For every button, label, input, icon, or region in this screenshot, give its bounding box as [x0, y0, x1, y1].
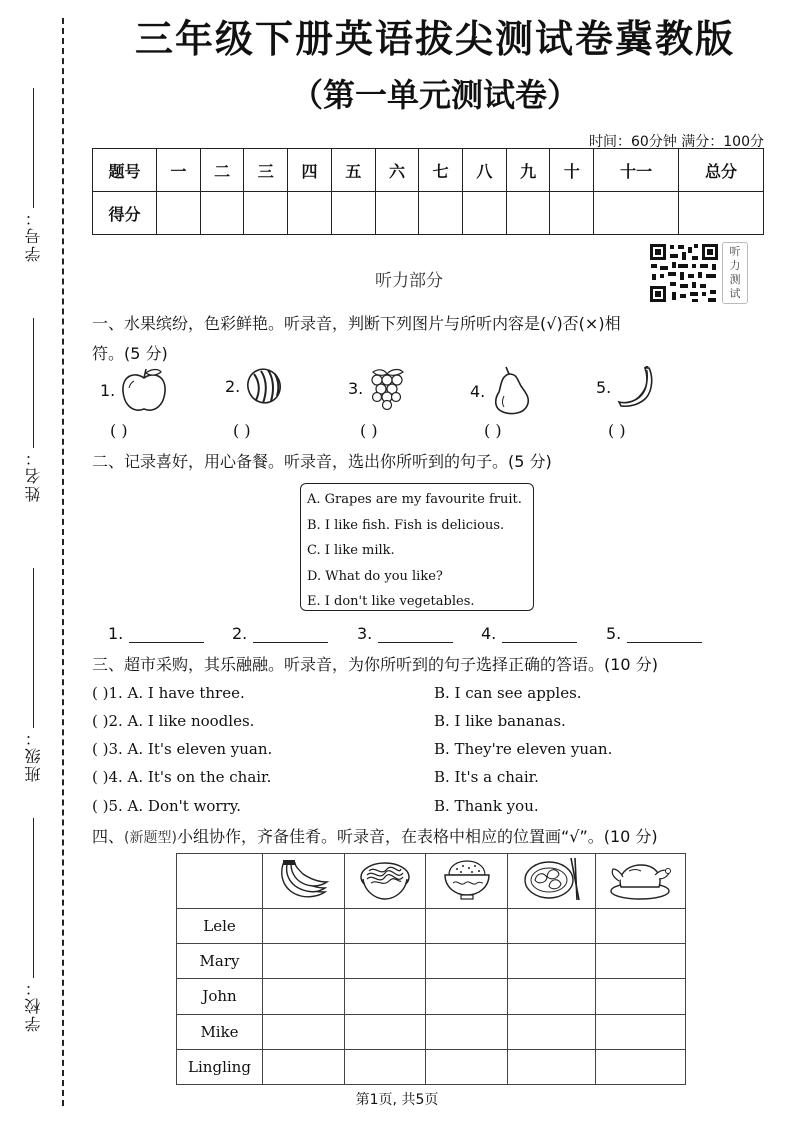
q4-new-type-tag: (新题型): [124, 830, 177, 846]
answer-cell[interactable]: [508, 909, 595, 944]
q2-option: E. I don't like vegetables.: [307, 594, 475, 610]
q2-prompt: 二、记录喜好，用心备餐。听录音，选出你所听到的句子。(5 分): [92, 452, 552, 471]
answer-cell[interactable]: [595, 944, 685, 979]
answer-cell[interactable]: [344, 1014, 426, 1049]
score-cell[interactable]: [375, 192, 419, 235]
score-cell[interactable]: [506, 192, 550, 235]
answer-cell[interactable]: [426, 1049, 508, 1084]
q2-blank-number: 2.: [232, 624, 248, 643]
answer-cell[interactable]: [344, 1049, 426, 1084]
q2-option: A. Grapes are my favourite fruit.: [307, 492, 522, 507]
answer-cell[interactable]: [508, 1014, 595, 1049]
answer-cell[interactable]: [344, 979, 426, 1014]
q2-option: C. I like milk.: [307, 543, 395, 559]
class-field[interactable]: [18, 568, 48, 782]
school-line[interactable]: [33, 818, 34, 978]
q1-item: [348, 366, 407, 410]
score-header-cell: 题号: [93, 149, 157, 192]
q1-item: [225, 366, 284, 406]
answer-cell[interactable]: [595, 979, 685, 1014]
bananas-icon: [275, 858, 331, 900]
q2-option: B. I like fish. Fish is delicious.: [307, 517, 505, 533]
q1-answer-parens[interactable]: ( ): [608, 421, 626, 440]
q2-answer-blanks: [108, 624, 748, 650]
q3-item-left[interactable]: ( )4. A. It's on the chair.: [92, 768, 272, 786]
answer-cell[interactable]: [426, 944, 508, 979]
q3-item-right: B. I can see apples.: [434, 684, 582, 702]
q3-prompt: 三、超市采购，其乐融融。听录音，为你所听到的句子选择正确的答语。(10 分): [92, 655, 658, 674]
row-name: Lele: [177, 909, 263, 944]
grapes-icon: [367, 366, 407, 410]
score-cell[interactable]: [594, 192, 679, 235]
answer-cell[interactable]: [344, 944, 426, 979]
q1-item-number: 4.: [470, 381, 486, 401]
watermelon-icon: [244, 366, 284, 406]
score-cell[interactable]: [419, 192, 463, 235]
q2-blank-line[interactable]: [502, 625, 577, 643]
score-row: [93, 192, 764, 235]
score-cell[interactable]: [550, 192, 594, 235]
student-number-line[interactable]: [33, 88, 34, 208]
q3-item-left[interactable]: ( )3. A. It's eleven yuan.: [92, 740, 273, 758]
table-row: [177, 979, 686, 1014]
q2-blank[interactable]: [108, 624, 204, 643]
q3-item-left[interactable]: ( )2. A. I like noodles.: [92, 712, 255, 730]
food-header-cell: [595, 854, 685, 909]
school-label: 学校：: [23, 978, 43, 1032]
q1-item-number: 1.: [100, 380, 116, 400]
score-header-cell: 九: [506, 149, 550, 192]
qr-tag: [722, 242, 748, 304]
food-header-cell: [263, 854, 345, 909]
table-row: [177, 944, 686, 979]
noodles-icon: [357, 857, 413, 901]
name-label: 姓名：: [23, 448, 43, 502]
dumplings-icon: [521, 856, 581, 902]
class-line[interactable]: [33, 568, 34, 728]
binding-dashed-line: [62, 18, 64, 1106]
rice-icon: [439, 857, 495, 901]
answer-cell[interactable]: [426, 979, 508, 1014]
student-number-label: 学号：: [23, 208, 43, 262]
score-header-cell: 二: [200, 149, 244, 192]
q3-item: [92, 740, 772, 768]
q4-food-table: [176, 853, 686, 1085]
table-row: [177, 1014, 686, 1049]
row-name: Lingling: [177, 1049, 263, 1084]
school-field[interactable]: [18, 818, 48, 1032]
page-subtitle: （第一单元测试卷）: [290, 76, 579, 114]
food-header-row: [177, 854, 686, 909]
q2-blank-number: 4.: [481, 624, 497, 643]
q1-answer-parens[interactable]: ( ): [484, 421, 502, 440]
score-header-cell: 三: [244, 149, 288, 192]
score-header-row: [93, 149, 764, 192]
time-info: 时间：60分钟 满分：100分: [589, 134, 764, 150]
q3-item: [92, 684, 772, 712]
food-header-cell: [344, 854, 426, 909]
q2-blank-line[interactable]: [253, 625, 328, 643]
score-header-cell: 十: [550, 149, 594, 192]
answer-cell[interactable]: [344, 909, 426, 944]
q1-prompt-line1: 一、水果缤纷，色彩鲜艳。听录音，判断下列图片与所听内容是(√)否(×)相: [92, 314, 621, 333]
q1-item: [100, 366, 169, 414]
page-title: 三年级下册英语拔尖测试卷冀教版: [134, 17, 735, 61]
listening-qr-code[interactable]: [648, 242, 748, 304]
score-header-cell: 一: [157, 149, 201, 192]
q1-item-number: 5.: [596, 377, 612, 397]
q1-prompt-line2: 符。(5 分): [92, 344, 168, 363]
name-field[interactable]: [18, 318, 48, 502]
q2-option-box: [300, 483, 534, 611]
q2-blank-number: 3.: [357, 624, 373, 643]
score-table: [92, 148, 764, 235]
score-header-cell: 四: [288, 149, 332, 192]
score-cell[interactable]: [288, 192, 332, 235]
class-label: 班级：: [23, 728, 43, 782]
corner-cell: [177, 854, 263, 909]
banana-icon: [615, 366, 655, 408]
row-name: Mary: [177, 944, 263, 979]
apple-icon: [119, 366, 169, 414]
q4-prompt-text: 小组协作，齐备佳肴。听录音，在表格中相应的位置画“√”。(10 分): [176, 827, 658, 846]
score-row-label: 得分: [93, 192, 157, 235]
table-row: [177, 1049, 686, 1084]
answer-cell[interactable]: [426, 909, 508, 944]
score-cell[interactable]: [679, 192, 764, 235]
score-header-cell: 十一: [594, 149, 679, 192]
q2-blank-number: 5.: [606, 624, 622, 643]
answer-cell[interactable]: [426, 1014, 508, 1049]
answer-cell[interactable]: [508, 1049, 595, 1084]
food-header-cell: [426, 854, 508, 909]
q2-blank-line[interactable]: [129, 625, 204, 643]
score-header-cell: 总分: [679, 149, 764, 192]
q2-blank-number: 1.: [108, 624, 124, 643]
q4-prompt: [92, 822, 762, 853]
score-cell[interactable]: [157, 192, 201, 235]
answer-cell[interactable]: [595, 1049, 685, 1084]
q3-item-right: B. They're eleven yuan.: [434, 740, 613, 758]
score-header-cell: 八: [463, 149, 507, 192]
q3-item-right: B. I like bananas.: [434, 712, 566, 730]
score-header-cell: 七: [419, 149, 463, 192]
answer-cell[interactable]: [263, 909, 345, 944]
row-name: Mike: [177, 1014, 263, 1049]
qr-tag-char: 试: [729, 287, 741, 300]
table-row: [177, 909, 686, 944]
q3-item: [92, 768, 772, 796]
q2-blank[interactable]: [232, 624, 328, 643]
q2-blank-line[interactable]: [627, 625, 702, 643]
q1-item-number: 3.: [348, 378, 364, 398]
answer-cell[interactable]: [263, 979, 345, 1014]
score-cell[interactable]: [463, 192, 507, 235]
row-name: John: [177, 979, 263, 1014]
q1-answer-parens[interactable]: ( ): [110, 421, 128, 440]
food-header-cell: [508, 854, 595, 909]
answer-cell[interactable]: [263, 1014, 345, 1049]
q1-item: [596, 366, 655, 408]
q1-picture-row: [100, 366, 700, 446]
q1-item-number: 2.: [225, 376, 241, 396]
q2-blank[interactable]: [357, 624, 453, 643]
score-cell[interactable]: [244, 192, 288, 235]
answer-cell[interactable]: [595, 1014, 685, 1049]
score-cell[interactable]: [200, 192, 244, 235]
q2-option: D. What do you like?: [307, 568, 443, 584]
score-cell[interactable]: [331, 192, 375, 235]
qr-tag-char: 测: [729, 273, 741, 286]
pear-icon: [489, 366, 533, 416]
q2-blank[interactable]: [481, 624, 577, 643]
q3-item-right: B. Thank you.: [434, 797, 539, 815]
page-footer: 第1页, 共5页: [355, 1092, 439, 1108]
q1-answer-parens[interactable]: ( ): [233, 421, 251, 440]
qr-tag-char: 听: [729, 245, 741, 258]
score-header-cell: 六: [375, 149, 419, 192]
q1-prompt: [92, 309, 762, 369]
answer-cell[interactable]: [508, 944, 595, 979]
roast-chicken-icon: [609, 857, 671, 901]
answer-cell[interactable]: [263, 1049, 345, 1084]
q2-blank[interactable]: [606, 624, 702, 643]
q3-item-right: B. It's a chair.: [434, 768, 539, 786]
q3-item: [92, 797, 772, 825]
answer-cell[interactable]: [263, 944, 345, 979]
answer-cell[interactable]: [595, 909, 685, 944]
score-header-cell: 五: [331, 149, 375, 192]
name-line[interactable]: [33, 318, 34, 448]
q1-answer-parens[interactable]: ( ): [360, 421, 378, 440]
listening-section-heading: 听力部分: [375, 271, 443, 291]
q1-item: [470, 366, 533, 416]
student-number-field[interactable]: [18, 88, 48, 262]
q3-item-left[interactable]: ( )5. A. Don't worry.: [92, 797, 242, 815]
qr-tag-char: 力: [729, 259, 741, 272]
q2-blank-line[interactable]: [378, 625, 453, 643]
qr-code-icon: [648, 242, 720, 304]
answer-cell[interactable]: [508, 979, 595, 1014]
q4-prompt-number: 四、: [92, 827, 125, 846]
q3-item: [92, 712, 772, 740]
q3-item-left[interactable]: ( )1. A. I have three.: [92, 684, 245, 702]
